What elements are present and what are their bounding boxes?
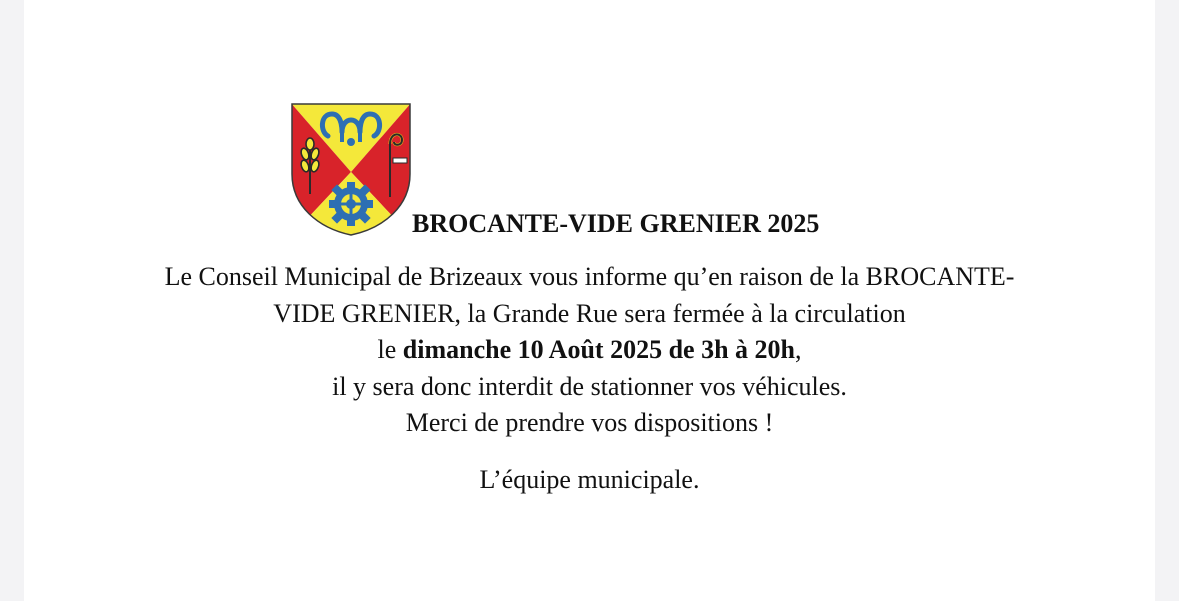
notice-page — [24, 0, 1155, 601]
notice-line-3-suffix: , — [795, 335, 802, 364]
notice-line-3-prefix: le — [377, 335, 403, 364]
coat-of-arms-icon — [290, 102, 412, 237]
notice-line-1: Le Conseil Municipal de Brizeaux vous informe qu’en raison de la BROCANTE- — [164, 262, 1015, 291]
notice-title: BROCANTE-VIDE GRENIER 2025 — [412, 209, 820, 238]
notice-body — [24, 259, 1155, 442]
closure-date: dimanche 10 Août 2025 de 3h à 20h — [402, 335, 795, 364]
notice-signature: L’équipe municipale. — [479, 465, 700, 494]
notice-line-3 — [24, 332, 1155, 369]
notice-line-4: il y sera donc interdit de stationner vos véhicules. — [332, 371, 847, 401]
notice-line-5: Merci de prendre vos dispositions ! — [405, 408, 774, 437]
notice-line-2: VIDE GRENIER, la Grande Rue sera fermée à la circulation — [273, 298, 906, 328]
